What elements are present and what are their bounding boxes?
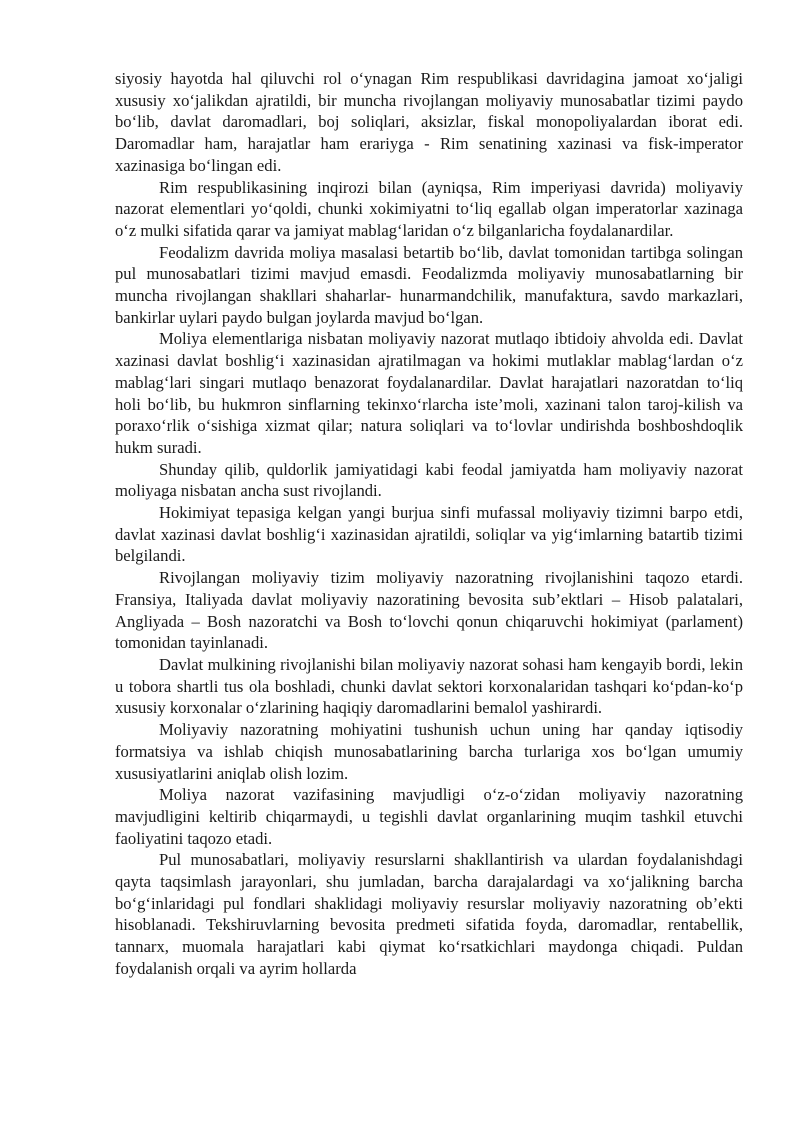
paragraph-feudal-summary: Shunday qilib, quldorlik jamiyatidagi kabi feodal jamiyatda ham moliyaviy nazorat moliyaga nisbatan ancha sust rivojlandi. [115,459,743,501]
document-page [115,68,743,980]
paragraph-feudalism: Feodalizm davrida moliya masalasi betartib bo‘lib, davlat tomonidan tartibga solingan pul munosabatlari tizimi mavjud emasdi. Feodalizmda moliyaviy munosabatlarning bir muncha rivojlangan shakllari shaharlar- hunarmandchilik, manufaktura, savdo markazlari, bankirlar uylari paydo bulgan joylarda mavjud bo‘lgan. [115,242,743,327]
paragraph-control-function: Moliya nazorat vazifasining mavjudligi o‘z-o‘zidan moliyaviy nazoratning mavjudligini keltirib chiqarmaydi, u tegishli davlat organlarining muqim tashkil etuvchi faoliyatini taqozo etadi. [115,785,743,848]
paragraph-rome-republic: siyosiy hayotda hal qiluvchi rol o‘ynagan Rim respublikasi davridagina jamoat xo‘jaligi xususiy xo‘jalikdan ajratildi, bir muncha rivojlangan moliyaviy munosabatlar tizimi paydo bo‘lib, davlat daromadlari, boj soliqlari, aksizlar, fiskal monopoliyalardan iborat edi. Daromadlar ham, harajatlar ham erariyga - Rim senatining xazinasi va fisk-imperator xazinasiga bo‘lingan edi. [115,69,743,175]
paragraph-rome-empire: Rim respublikasining inqirozi bilan (ayniqsa, Rim imperiyasi davrida) moliyaviy nazorat elementlari yo‘qoldi, chunki xokimiyatni to‘liq egallab olgan imperatorlar xazinaga o‘z mulki sifatida qarar va jamiyat mablag‘laridan o‘z bilganlaricha foydalanardilar. [115,177,743,240]
paragraph-developed-system: Rivojlangan moliyaviy tizim moliyaviy nazoratning rivojlanishini taqozo etardi. Fransiya, Italiyada davlat moliyaviy nazoratining bevosita sub’ektlari – Hisob palatalari, Angliyada – Bosh nazoratchi va Bosh to‘lovchi qonun chiqaruvchi hokimiyat (parlament) tomonidan tayinlanadi. [115,568,743,653]
paragraph-essence: Moliyaviy nazoratning mohiyatini tushunish uchun uning har qanday iqtisodiy formatsiya va ishlab chiqish munosabatlarining barcha turlariga xos bo‘lgan umumiy xususiyatlarini aniqlab olish lozim. [115,720,743,783]
paragraph-bourgeoisie: Hokimiyat tepasiga kelgan yangi burjua sinfi mufassal moliyaviy tizimni barpo etdi, davlat xazinasi davlat boshlig‘i xazinasidan ajratildi, soliqlar va yig‘imlarning batartib tizimi belgilandi. [115,503,743,566]
paragraph-state-property: Davlat mulkining rivojlanishi bilan moliyaviy nazorat sohasi ham kengayib bordi, lekin u tobora shartli tus ola boshladi, chunki davlat sektori korxonalaridan tashqari ko‘pdan-ko‘p xususiy korxonalar o‘zlarining haqiqiy daromadlarini bemalol yashirardi. [115,654,743,718]
paragraph-control-object: Pul munosabatlari, moliyaviy resurslarni shakllantirish va ulardan foydalanishdagi qayta taqsimlash jarayonlari, shu jumladan, barcha darajalardagi va xo‘jalikning barcha bo‘g‘inlaridagi pul fondlari shaklidagi moliyaviy resurslar moliyaviy nazoratning ob’ekti hisoblanadi. Tekshiruvlarning bevosita predmeti sifatida foyda, daromadlar, rentabellik, tannarx, muomala harajatlari kabi qiymat ko‘rsatkichlari maydonga chiqadi. Puldan foydalanish orqali va ayrim hollarda [115,850,743,978]
paragraph-primitive-control: Moliya elementlariga nisbatan moliyaviy nazorat mutlaqo ibtidoiy ahvolda edi. Davlat xazinasi davlat boshlig‘i xazinasidan ajratilmagan va hokimi mutlaklar mablag‘lardan o‘z mablag‘lari singari mutlaqo benazorat foydalanardilar. Davlat harajatlari nazoratdan to‘liq holi bo‘lib, bu hukmron sinflarning tekinxo‘rlarcha iste’moli, xazinani talon taroj-kilish va poraxo‘rlik o‘sishiga xizmat qilar; natura soliqlari va to‘lovlar undirishda boshboshdoqlik hukm suradi. [115,329,743,457]
